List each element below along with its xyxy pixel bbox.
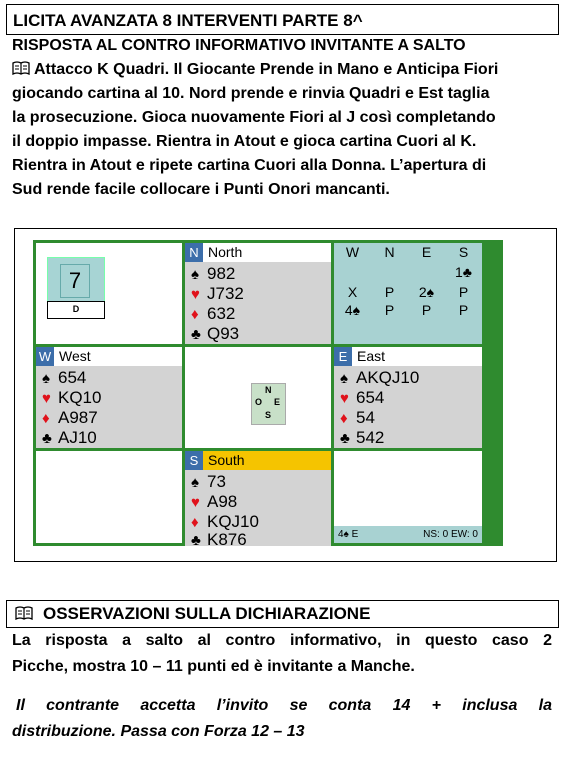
bid-cell: P xyxy=(458,302,469,318)
north-hand xyxy=(185,243,331,344)
narrative-line: il doppio impasse. Rientra in Atout e gioca cartina Cuori al K. xyxy=(12,133,477,150)
observation-line: Il contrante accetta l’invito se conta 14 + inclusa la xyxy=(16,697,552,714)
south-hand xyxy=(185,451,331,549)
spade-icon: ♠ xyxy=(191,474,199,491)
board-info-cell xyxy=(36,243,182,344)
west-diamonds: ♦ A987 xyxy=(42,408,98,427)
board-number: 7 xyxy=(60,264,90,298)
bid-header-south: S xyxy=(458,244,469,260)
south-hearts: ♥ A98 xyxy=(191,492,238,511)
north-spades: ♠ 982 xyxy=(191,264,236,283)
diamond-icon: ♦ xyxy=(42,410,50,427)
diamond-icon: ♦ xyxy=(340,410,348,427)
narrative-line: Attacco K Quadri. Il Giocante Prende in Mano e Anticipa Fiori xyxy=(12,58,557,82)
north-hearts: ♥ J732 xyxy=(191,284,244,303)
narrative-line: Sud rende facile collocare i Punti Onori mancanti. xyxy=(12,181,390,198)
diamond-icon: ♦ xyxy=(191,514,199,531)
compass-rose xyxy=(251,383,286,425)
club-icon: ♣ xyxy=(191,326,201,343)
bid-header-east: E xyxy=(421,244,432,260)
bridge-board-diagram xyxy=(14,228,557,562)
observation-line: La risposta a salto al contro informativo, in questo caso 2 xyxy=(12,632,552,649)
seat-badge-south: S xyxy=(185,451,203,470)
north-name: North xyxy=(208,244,243,260)
north-clubs: ♣ Q93 xyxy=(191,324,240,343)
empty-cell xyxy=(36,451,182,543)
observation-paragraph-1 xyxy=(12,628,552,680)
narrative-line: Rientra in Atout e ripete cartina Cuori alla Donna. L’apertura di xyxy=(12,157,487,174)
observations-title: OSSERVAZIONI SULLA DICHIARAZIONE xyxy=(43,604,371,623)
bid-cell: X xyxy=(347,284,358,300)
observations-title-bar xyxy=(6,600,559,628)
east-header xyxy=(334,347,482,366)
observation-line: Picche, mostra 10 – 11 punti ed è invitante a Manche. xyxy=(12,658,415,675)
bid-cell: P xyxy=(384,284,395,300)
east-hearts: ♥ 654 xyxy=(340,388,385,407)
compass-east: E xyxy=(274,397,281,407)
east-diamonds: ♦ 54 xyxy=(340,408,375,427)
narrative-line: giocando cartina al 10. Nord prende e rinvia Quadri e Est taglia xyxy=(12,85,490,102)
bid-cell: 2♠ xyxy=(418,284,435,300)
bidding-box xyxy=(334,243,482,344)
club-icon: ♣ xyxy=(191,532,201,549)
west-name: West xyxy=(59,348,91,364)
board-number-box xyxy=(47,257,105,303)
bid-header-north: N xyxy=(384,244,395,260)
narrative-line: la prosecuzione. Gioca nuovamente Fiori al J così completando xyxy=(12,109,496,126)
seat-badge-north: N xyxy=(185,243,203,262)
dealer-indicator: D xyxy=(47,301,105,319)
east-name: East xyxy=(357,348,386,364)
south-header xyxy=(185,451,331,470)
spade-icon: ♠ xyxy=(340,370,348,387)
west-hand xyxy=(36,347,182,448)
west-clubs: ♣ AJ10 xyxy=(42,428,97,447)
spade-icon: ♠ xyxy=(191,266,199,283)
heart-icon: ♥ xyxy=(191,494,200,511)
open-book-icon xyxy=(12,61,30,75)
club-icon: ♣ xyxy=(340,430,350,447)
east-clubs: ♣ 542 xyxy=(340,428,385,447)
open-book-icon xyxy=(15,606,33,620)
north-diamonds: ♦ 632 xyxy=(191,304,236,323)
south-spades: ♠ 73 xyxy=(191,472,226,491)
observation-paragraph-2 xyxy=(12,693,552,745)
compass-west: O xyxy=(255,397,263,407)
bid-cell: P xyxy=(421,302,432,318)
bid-cell: P xyxy=(458,284,469,300)
bid-cell: 4♠ xyxy=(344,302,361,318)
heart-icon: ♥ xyxy=(340,390,349,407)
narrative-paragraph xyxy=(12,58,557,202)
south-clubs: ♣ K876 xyxy=(191,530,247,549)
diamond-icon: ♦ xyxy=(191,306,199,323)
seat-badge-east: E xyxy=(334,347,352,366)
east-hand xyxy=(334,347,482,448)
result-bar xyxy=(334,526,482,543)
club-icon: ♣ xyxy=(42,430,52,447)
contract-label: 4♠ E xyxy=(338,529,359,540)
observation-line: distribuzione. Passa con Forza 12 – 13 xyxy=(12,723,305,740)
compass-south: S xyxy=(265,410,272,420)
west-hearts: ♥ KQ10 xyxy=(42,388,102,407)
bid-cell: P xyxy=(384,302,395,318)
bid-cell: 1♣ xyxy=(455,264,472,280)
east-spades: ♠ AKQJ10 xyxy=(340,368,420,387)
west-header xyxy=(36,347,182,366)
spade-icon: ♠ xyxy=(42,370,50,387)
bid-header-west: W xyxy=(345,244,360,260)
table-center xyxy=(185,347,331,448)
result-cell xyxy=(334,451,482,543)
north-header xyxy=(185,243,331,262)
compass-north: N xyxy=(265,385,272,395)
heart-icon: ♥ xyxy=(42,390,51,407)
board-frame xyxy=(33,240,503,549)
page-title: LICITA AVANZATA 8 INTERVENTI PARTE 8^ xyxy=(6,4,559,35)
south-name: South xyxy=(208,452,245,468)
south-diamonds: ♦ KQJ10 xyxy=(191,512,259,531)
section-subtitle: RISPOSTA AL CONTRO INFORMATIVO INVITANTE A SALTO xyxy=(12,37,466,54)
heart-icon: ♥ xyxy=(191,286,200,303)
west-spades: ♠ 654 xyxy=(42,368,87,387)
seat-badge-west: W xyxy=(36,347,54,366)
score-label: NS: 0 EW: 0 xyxy=(423,529,478,540)
